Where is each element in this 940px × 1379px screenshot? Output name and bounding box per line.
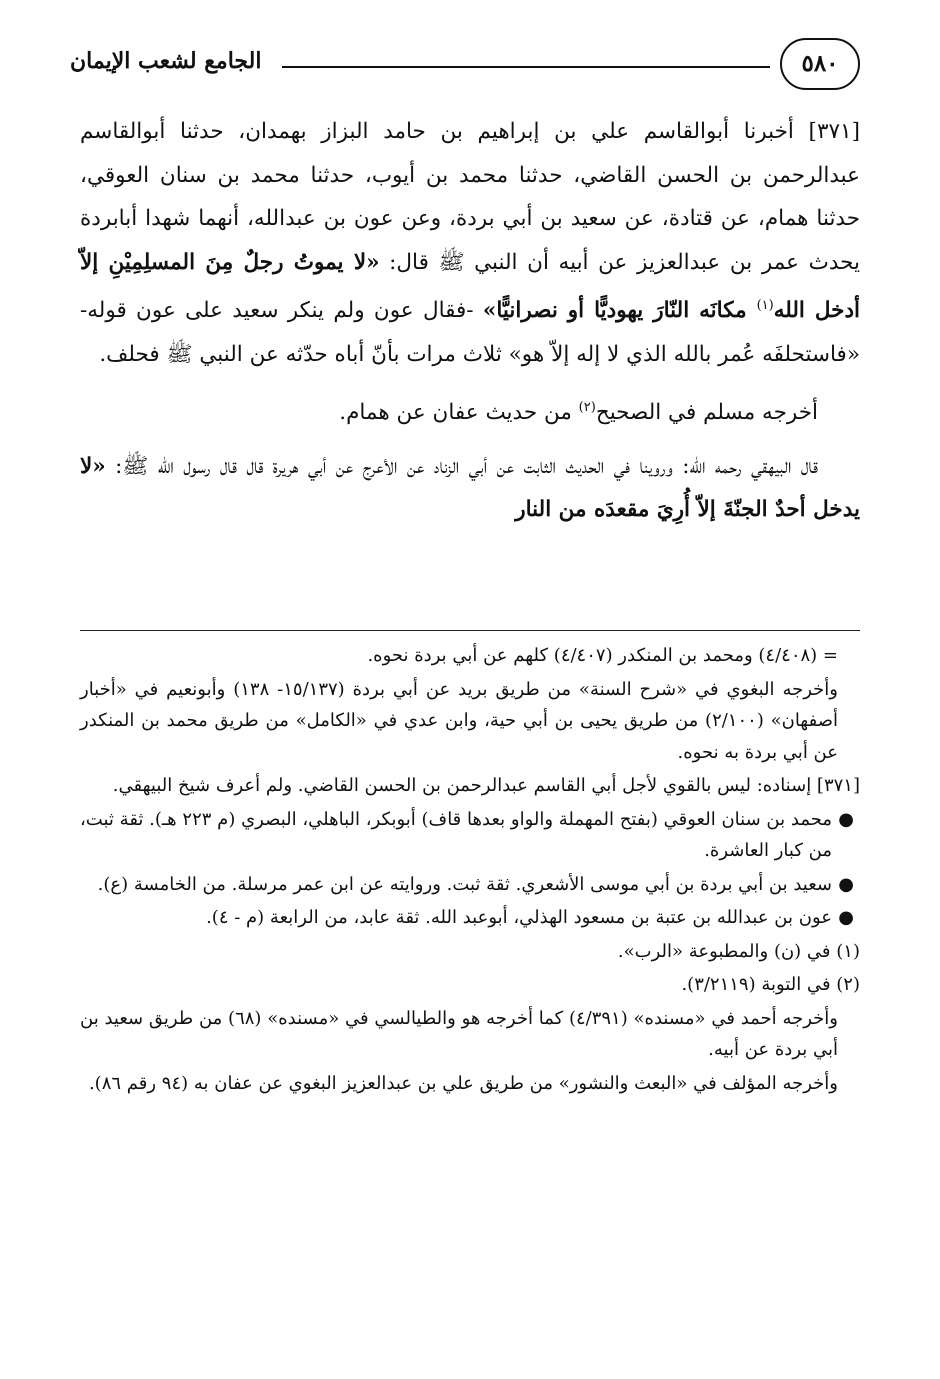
hadith-quote-cont: مكانَه النّارَ يهوديًّا أو نصرانيًّا» — [482, 298, 757, 324]
footnote-ref-2: (٢) — [578, 400, 596, 416]
footnote-muallif: وأخرجه المؤلف في «البعث والنشور» من طريق علي بن عبدالعزيز البغوي عن عفان به (٩٤ رقم ٨٦). — [88, 1072, 838, 1094]
page-header — [70, 38, 860, 98]
takhrij-muslim: أخرجه مسلم في الصحيح$^{(٢)}$ من حديث عفان عن همام. — [339, 400, 818, 426]
bullet-icon: ● — [838, 907, 854, 928]
bayhaqi-quote: «لا يدخل أحدٌ الجنّةَ إلاّ أُرِيَ مقعدَه من النار — [80, 453, 860, 523]
footnote-ref-1: (١) — [756, 298, 774, 313]
bullet-icon: ● — [838, 808, 854, 830]
main-text — [80, 110, 860, 532]
narrator-bullet: ● عون بن عبدالله بن عتبة بن مسعود الهذلي، أبوعبد الله. ثقة عابد، من الرابعة (م - ٤). — [80, 902, 860, 934]
hadith-quote: «لا يموتُ رجلٌ مِنَ المسلِمِيْنِ إلاّ أدخل الله — [80, 249, 861, 324]
footnotes — [80, 640, 860, 1099]
footnote-continuation: = (٤/٤٠٨) ومحمد بن المنكدر (٤/٤٠٧) كلهم عن أبي بردة نحوه. — [367, 645, 838, 666]
footnote-ahmad: وأخرجه أحمد في «مسنده» (٤/٣٩١) كما أخرجه هو والطيالسي في «مسنده» (٦٨) من طريق سعيد بن أبي بردة عن أبيه. — [80, 1007, 838, 1060]
narrator-bullet: ● سعيد بن أبي بردة بن أبي موسى الأشعري. ثقة ثبت. وروايته عن ابن عمر مرسلة. من الخامسة (ع). — [80, 869, 860, 901]
bayhaqi-para: قال البيهقي رحمه الله: وروينا في الحديث الثابت عن أبي الزناد عن الأعرج عن أبي هريرة قال قال رسول الله ﷺ: «لا يدخل أحدٌ الجنّةَ إلاّ أُرِيَ مقعدَه من النار — [80, 453, 860, 523]
footnote-separator — [80, 630, 860, 631]
book-title: الجامع لشعب الإيمان — [70, 48, 262, 74]
bullet-icon: ● — [838, 873, 854, 895]
footnote-1: (١) في (ن) والمطبوعة «الرب». — [617, 940, 860, 962]
hadith-371: [٣٧١] أخبرنا أبوالقاسم علي بن إبراهيم بن حامد البزاز بهمدان، حدثنا أبوالقاسم عبدالرحمن بن الحسن القاضي، حدثنا محمد بن أيوب، حدثنا محمد بن سنان العوقي، حدثنا همام، عن قتادة، عن سعيد بن أبي بردة، وعن عون بن عبدالله، أنهما شهدا أبابردة يحدث عمر بن عبدالعزيز عن أبيه أن النبي ﷺ قال: «لا يموتُ رجلٌ مِنَ المسلِمِيْنِ إلاّ أدخل الله$^{(١)}$ مكانَه النّارَ يهوديًّا أو نصرانيًّا» -فقال عون ولم ينكر سعيد على عون قوله- «فاستحلفَه عُمر بالله الذي لا إله إلاّ هو» ثلاث مرات بأنّ أباه حدّثه عن النبي ﷺ فحلف. — [80, 119, 861, 367]
footnote-isnad: [٣٧١] إسناده: ليس بالقوي لأجل أبي القاسم عبدالرحمن بن الحسن القاضي. ولم أعرف شيخ البيهقي. — [112, 775, 860, 796]
footnote-baghawi: وأخرجه البغوي في «شرح السنة» من طريق بريد عن أبي بردة (١٥/١٣٧- ١٣٨) وأبونعيم في «أخبار أصفهان» (٢/١٠٠) من طريق يحيى بن أبي حية، وابن عدي في «الكامل» من طريق محمد بن المنكدر عن أبي بردة به نحوه. — [80, 678, 838, 763]
page-number: ٥٨٠ — [780, 38, 860, 90]
footnote-2: (٢) في التوبة (٣/٢١١٩). — [681, 974, 860, 995]
narrator-bullet: ● محمد بن سنان العوقي (بفتح المهملة والواو بعدها قاف) أبوبكر، الباهلي، البصري (م ٢٢٣ هـ). ثقة ثبت، من كبار العاشرة. — [80, 804, 860, 867]
header-rule — [282, 66, 770, 68]
